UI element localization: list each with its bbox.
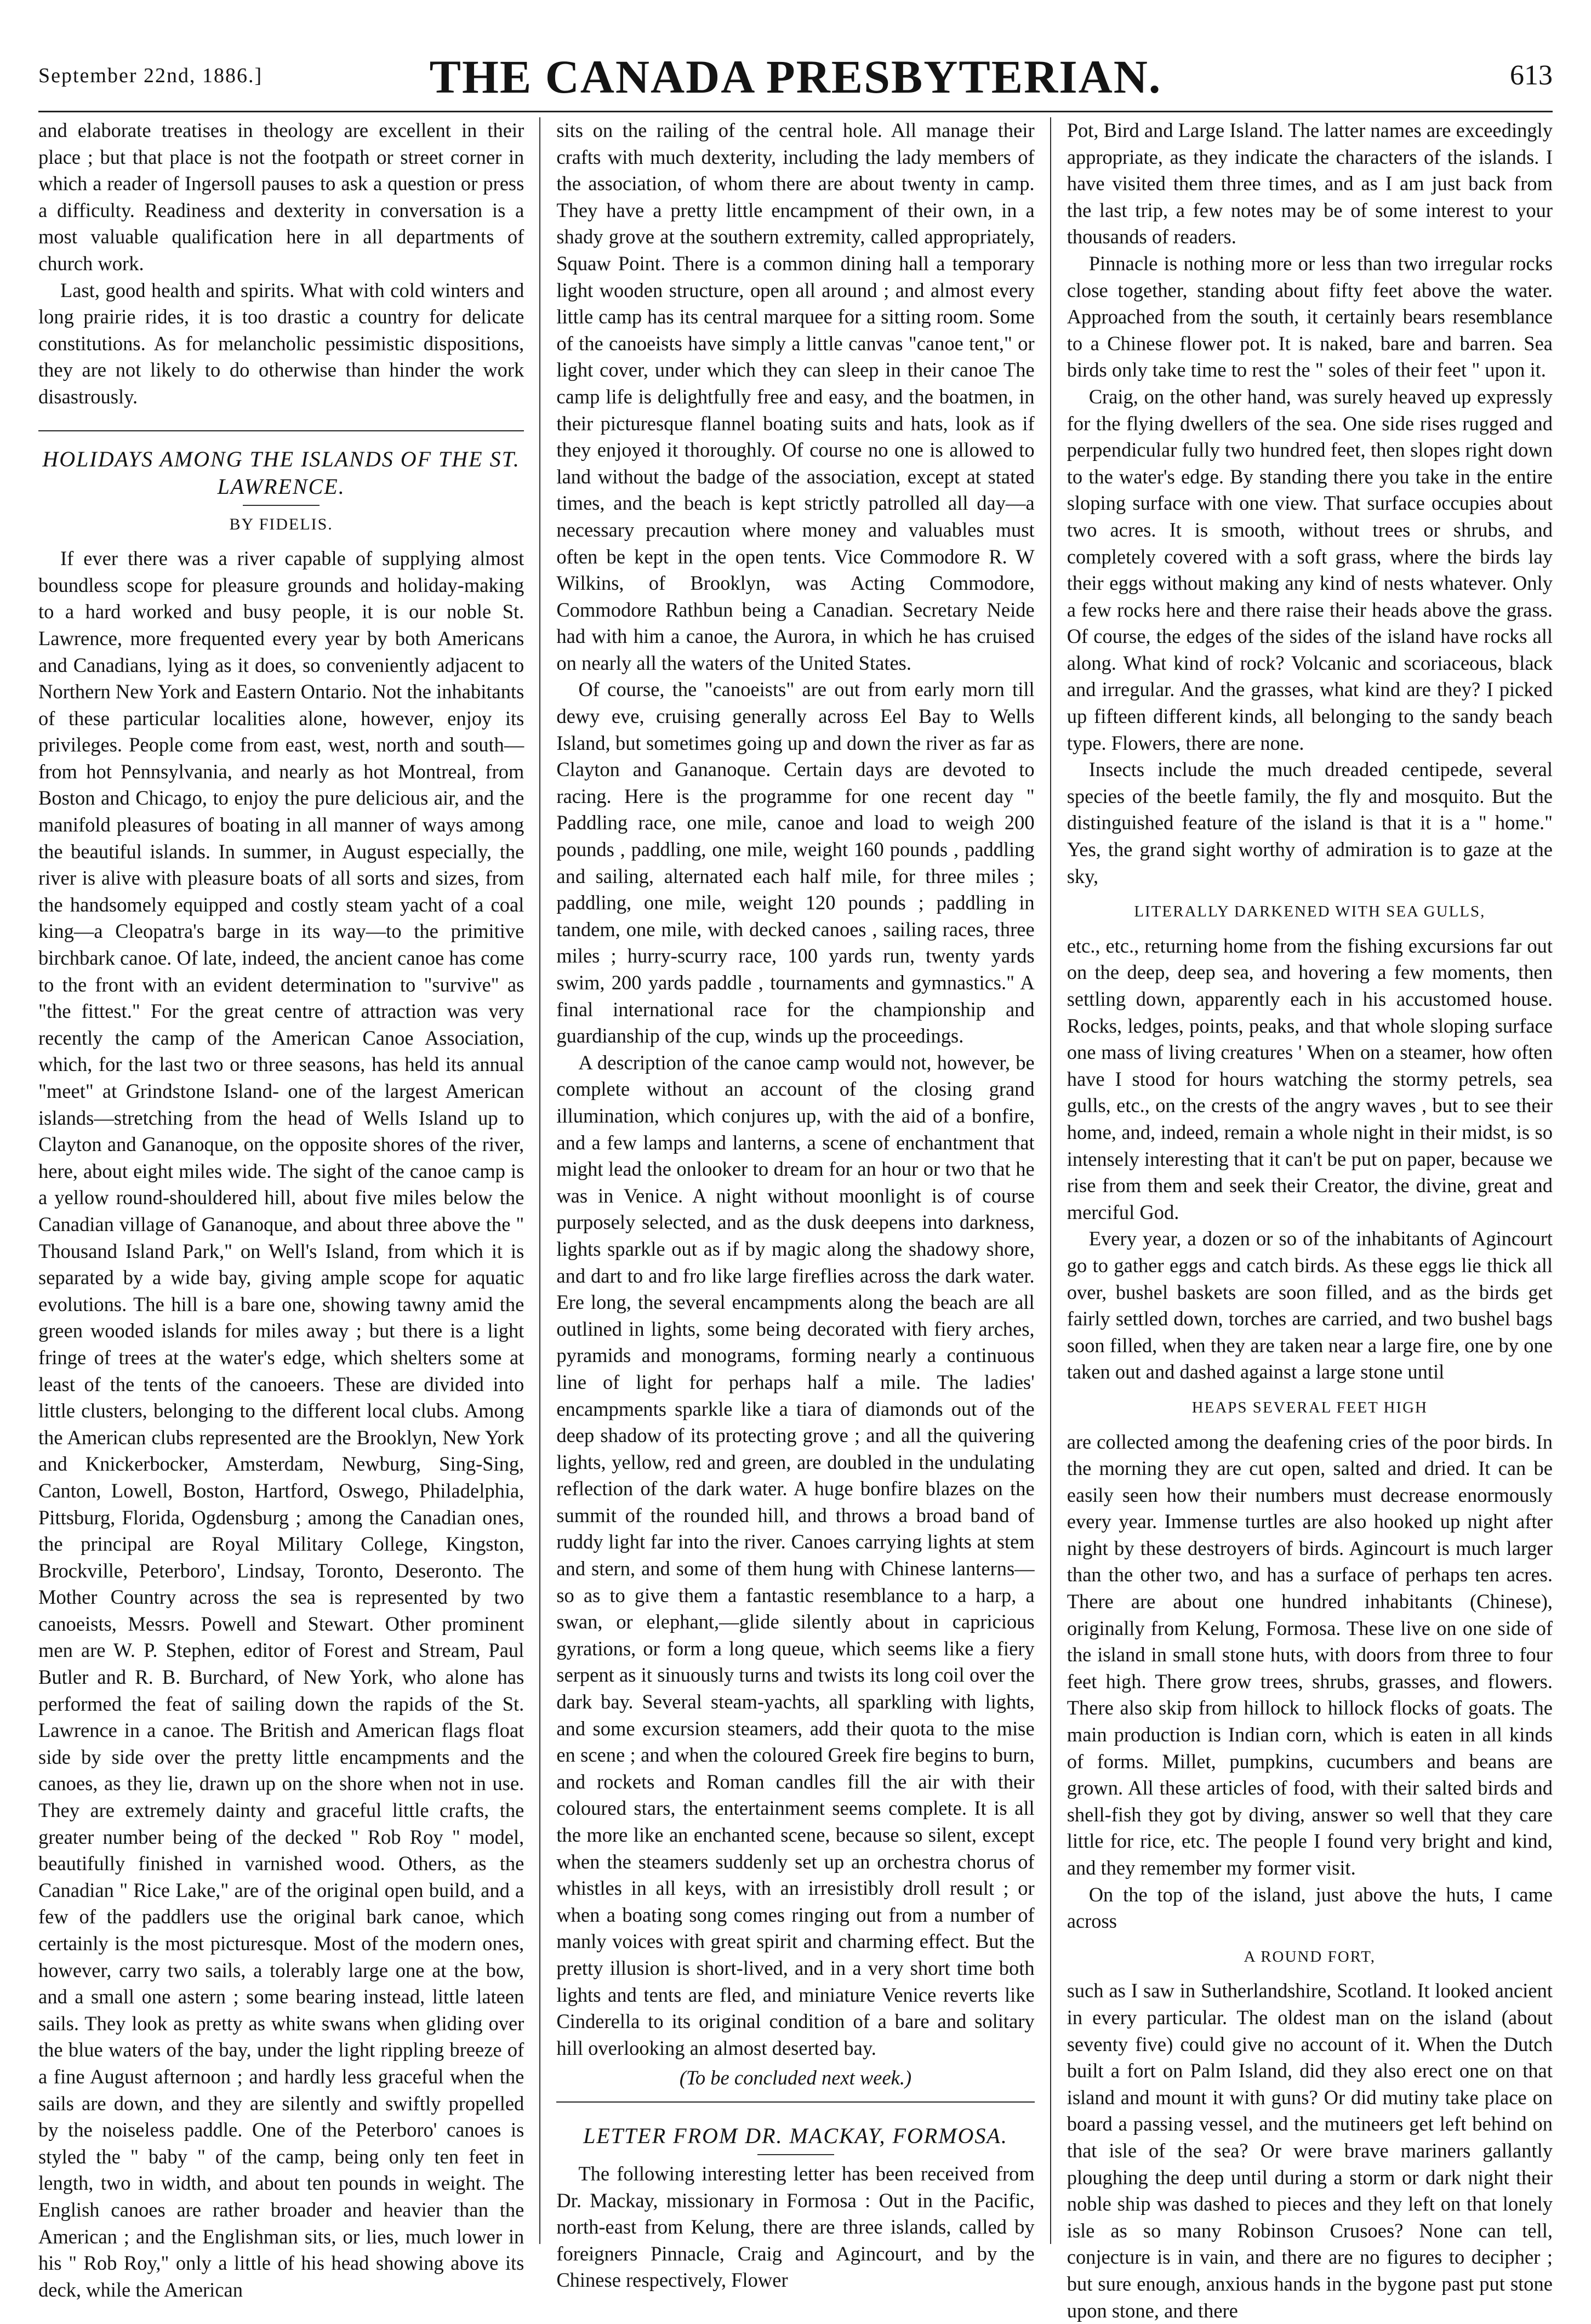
sea-gulls-paragraph: etc., etc., returning home from the fishing excursions far out on the deep, deep sea, and hovering a few moments, then settling down, apparently each in his accustomed house. Rocks, ledges, points, peaks, and that whole sloping surface one mass of living creatures ' When on a steamer, how often have I stood for hours watching the stormy petrels, sea gulls, etc., on the crests of the angry waves , but to see their home, and, indeed, remain a whole night in their midst, is so intensely interesting that it can't be put on paper, because we rise from them and seek their Creator, the divine, great and merciful God. bbox=[1067, 934, 1553, 1223]
column-3 bbox=[1059, 117, 1553, 2322]
agincourt-paragraph: are collected among the deafening cries of the poor birds. In the morning they are cut open, salted and dried. It can be easily seen how their numbers must decrease enormously every year. Immense turtles are also hooked up night after night by these destroyers of birds. Agincourt is much larger than the other two, and has a surface of perhaps ten acres. There are about one hundred inhabitants (Chinese), originally from Kelung, Formosa. These live on one side of the island in small stone huts, with doors from three to four feet high. There grow trees, shrubs, grasses, and flowers. There also skip from hillock to hillock flocks of goats. The main production is Indian corn, which is eaten in all kinds of forms. Millet, pumpkins, cucumbers and beans are grown. All these articles of food, with their salted birds and shell-fish they got by diving, answer so well that they care little for rice, etc. The people I found very bright and kind, and they remember my former visit. bbox=[1067, 1430, 1553, 1879]
illumination-paragraph: A description of the canoe camp would not, however, be complete without an account of the closing grand illumination, which conjures up, with the aid of a bonfire, and a few lamps and lanterns, a scene of enchantment that might lead the onlooker to dream for an hour or two that he was in Venice. A night without moonlight is of course purposely selected, and as the dusk deepens into darkness, lights sparkle out as if by magic along the shadowy shore, and dart to and fro like large fireflies across the dark water. Ere long, the several encampments along the beach are all outlined in lights, some being decorated with fiery arches, pyramids and monograms, forming nearly a continuous line of light for perhaps half a mile. The ladies' encampments sparkle like a tiara of diamonds out of the deep shadow of its protecting grove ; and all the quivering lights, yellow, red and green, are doubled in the undulating reflection of the dark water. A huge bonfire blazes on the summit of the rounded hill, and throws a broad band of ruddy light far into the river. Canoes carrying lights at stem and stern, and some of them hung with Chinese lanterns—so as to give them a fantastic resemblance to a harp, a swan, or elephant,—glide silently about in capricious gyrations, or form a long queue, which seems like a fiery serpent as it sinuously turns and twists its long coil over the dark bay. Several steam-yachts, all sparkling with lights, and some excursion steamers, add their quota to the mise en scene ; and when the coloured Greek fire begins to burn, and rockets and Roman candles fill the air with their coloured stars, the entertainment seems complete. It is all the more like an enchanted scene, because so silent, except when the steamers suddenly set up an orchestra chorus of whistles in all keys, with an irresistibly droll result ; or when a boating song comes ringing out from a number of manly voices with great spirit and charming effect. But the pretty illusion is short-lived, and in a very short time both lights and tents are fled, and miniature Venice reverts like Cinderella to its original condition of a bare and solitary hill overlooking an almost deserted bay. bbox=[556, 1051, 1035, 2059]
letter-article-title: LETTER FROM DR. MACKAY, FORMOSA. bbox=[583, 2123, 1008, 2148]
article-separator bbox=[556, 2101, 1034, 2103]
continued-note: (To be concluded next week.) bbox=[679, 2066, 912, 2089]
insects-paragraph: Insects include the much dreaded centipede, several species of the beetle family, the fly and mosquito. But the distinguished feature of the island is that it is a " home." Yes, the grand sight worthy of admiration is to gaze at the sky, bbox=[1067, 758, 1553, 887]
newspaper-title: THE CANADA PRESBYTERIAN. bbox=[429, 50, 1162, 103]
page-number: 613 bbox=[1510, 60, 1553, 91]
subhead-heaps: HEAPS SEVERAL FEET HIGH bbox=[1191, 1398, 1428, 1416]
racing-paragraph: Of course, the "canoeists" are out from early morn till dewy eve, cruising generally across Eel Bay to Wells Island, but sometimes going up and down the river as far as Clayton and Gananoque. Certain days are devoted to racing. Here is the programme for one recent day " Paddling race, one mile, canoe and load to weigh 200 pounds , paddling, one mile, weight 160 pounds , paddling and sailing, alternated each half mile, for three miles ; paddling, one mile, weight 120 pounds ; paddling in tandem, one mile, with decked canoes , sailing races, three miles ; hurry-scurry race, 100 yards run, twenty yards swim, 200 yards paddle , tournaments and gymnastics." A final international race for the championship and guardianship of the cup, winds up the proceedings. bbox=[556, 678, 1035, 1047]
article-byline: BY FIDELIS. bbox=[229, 515, 333, 533]
holidays-article-title: HOLIDAYS AMONG THE ISLANDS OF THE ST. LAWRENCE. bbox=[38, 430, 524, 500]
letter-intro-paragraph: The following interesting letter has been received from Dr. Mackay, missionary in Formosa : Out in the Pacific, north-east from Kelung, there are three islands, called by foreigners Pinnacle, Craig and Agincourt, and by the Chinese respectively, Flower bbox=[556, 2162, 1035, 2292]
fort-intro-paragraph: On the top of the island, just above the huts, I came across bbox=[1067, 1883, 1553, 1933]
letter-title-rule bbox=[757, 2154, 834, 2155]
round-fort-paragraph: such as I saw in Sutherlandshire, Scotland. It looked ancient in every particular. The oldest man on the island (about seventy five) could give no account of it. When the Dutch built a fort on Palm Island, did they also erect one on that island and mount it with guns? Or did mutiny take place on board a passing vessel, and the mutineers get left behind on that isle of the sea? Or were brave mariners gallantly ploughing the deep until during a storm or dark night their noble ship was dashed to pieces and they left on that lonely isle as so many Robinson Crusoes? None can tell, conjecture is in vain, and there are no figures to decipher ; but sure enough, anxious hands in the bygone past put stone upon stone, and there bbox=[1067, 1979, 1553, 2322]
masthead-rule bbox=[38, 111, 1553, 112]
title-rule bbox=[243, 505, 320, 506]
column-1 bbox=[38, 117, 532, 2301]
masthead bbox=[38, 49, 1553, 114]
craig-paragraph: Craig, on the other hand, was surely heaved up expressly for the flying dwellers of the sea. One side rises rugged and perpendicular fully two hundred feet, then slopes right down to the water's edge. By standing there you take in the entire sloping surface with one view. That surface occupies about two acres. It is smooth, without trees or shrubs, and completely covered with a soft grass, where the birds lay their eggs without making any kind of nests whatever. Only a few rocks here and there raise their heads above the grass. Of course, the edges of the sides of the island have rocks all along. What kind of rock? Volcanic and scoriaceous, black and irregular. And the grasses, what kind are they? I picked up fifteen different kinds, all belonging to the sandy beach type. Flowers, there are none. bbox=[1067, 385, 1553, 754]
health-paragraph: Last, good health and spirits. What with cold winters and long prairie rides, it is too drastic a country for delicate constitutions. As for melancholic pessimistic dispositions, they are not likely to do otherwise than hinder the work disastrously. bbox=[38, 278, 524, 408]
article-columns bbox=[38, 117, 1553, 2322]
theology-paragraph-end: and elaborate treatises in theology are excellent in their place ; but that place is not the footpath or street corner in which a reader of Ingersoll pauses to ask a question or press a difficulty. Readiness and dexterity in conversation is a most valuable qualification here in all departments of church work. bbox=[38, 119, 524, 275]
holidays-paragraph: If ever there was a river capable of supplying almost boundless scope for pleasure grounds and holiday-making to a hard worked and busy people, it is our noble St. Lawrence, more frequented every year by both Americans and Canadians, lying as it does, so conveniently adjacent to Northern New York and Eastern Ontario. Not the inhabitants of these particular localities alone, however, enjoy its privileges. People come from east, west, north and south— from hot Pennsylvania, and nearly as hot Montreal, from Boston and Chicago, to enjoy the pure delicious air, and the manifold pleasures of boating in all manner of ways among the beautiful islands. In summer, in August especially, the river is alive with pleasure boats of all sorts and sizes, from the handsomely equipped and costly steam yacht of a coal king—a Cleopatra's barge in its way—to the primitive birchbark canoe. Of late, indeed, the ancient canoe has come to the front with an evident determination to "survive" as "the fittest." For the great centre of attraction was very recently the camp of the American Canoe Association, which, for the last two or three seasons, has held its annual "meet" at Grindstone Island- one of the largest American islands—stretching from the head of Wells Island up to Clayton and Gananoque, on the opposite shores of the river, here, about eight miles wide. The sight of the canoe camp is a yellow round-shouldered hill, about five miles below the Canadian village of Gananoque, and about three above the " Thousand Island Park," on Well's Island, from which it is separated by a wide bay, giving ample scope for aquatic evolutions. The hill is a bare one, showing tawny amid the green wooded islands for miles away ; but there is a light fringe of trees at the water's edge, which shelters some at least of the tents of the canoeers. These are divided into little clusters, belonging to the different local clubs. Among the American clubs represented are the Brooklyn, New York and Knickerbocker, Amsterdam, Newburg, Sing-Sing, Canton, Lowell, Boston, Hartford, Oswego, Philadelphia, Pittsburg, Florida, Ogdensburg ; among the Canadian ones, the principal are Royal Military College, Kingston, Brockville, Peterboro', Lindsay, Toronto, Deseronto. The Mother Country across the sea is represented by two canoeists, Messrs. Powell and Stewart. Other prominent men are W. P. Stephen, editor of Forest and Stream, Paul Butler and R. B. Burchard, of New York, who alone has performed the feat of sailing down the rapids of the St. Lawrence in a canoe. The British and American flags float side by side over the pretty little encampments and the canoes, as they lie, drawn up on the shore when not in use. They are extremely dainty and graceful little crafts, the greater number being of the decked " Rob Roy " model, beautifully finished in varnished wood. Others, as the Canadian " Rice Lake," are of the original open build, and a few of the paddlers use the original bark canoe, which certainly is the most picturesque. Most of the modern ones, however, carry two sails, a tolerably large one at the bow, and a small one astern ; some bearing instead, little lateen sails. They look as pretty as white swans when gliding over the blue waters of the bay, under the light rippling breeze of a fine August afternoon ; and hardly less graceful when the sails are down, and they are silently and swiftly propelled by the noiseless paddle. One of the Peterboro' canoes is styled the " baby " of the camp, being only ten feet in length, two in width, and about ten pounds in weight. The English canoes are rather broader and heavier than the American ; and the Englishman sits, or lies, much lower in his " Rob Roy," only a little of his head showing above its deck, while the American bbox=[38, 547, 524, 2301]
egg-gathering-paragraph: Every year, a dozen or so of the inhabitants of Agincourt go to gather eggs and catch birds. As these eggs lie thick all over, bushel baskets are soon filled, and as the birds get fairly settled down, torches are carried, and two bushel bags soon filled, when they are taken near a large fire, one by one taken out and dashed against a large stone until bbox=[1067, 1227, 1553, 1383]
column-divider bbox=[1050, 117, 1052, 2244]
subhead-sea-gulls: LITERALLY DARKENED WITH SEA GULLS, bbox=[1134, 903, 1486, 921]
islands-names-paragraph: Pot, Bird and Large Island. The latter names are exceedingly appropriate, as they indicate the characters of the islands. I have visited them three times, and as I am just back from the last trip, a few notes may be of some interest to your thousands of readers. bbox=[1067, 119, 1553, 248]
pinnacle-paragraph: Pinnacle is nothing more or less than two irregular rocks close together, standing about fifty feet above the water. Approached from the south, it certainly bears resemblance to a Chinese flower pot. It is naked, bare and barren. Sea birds only take time to rest the " soles of their feet " upon it. bbox=[1067, 252, 1553, 381]
subhead-round-fort: A ROUND FORT, bbox=[1244, 1947, 1376, 1966]
issue-date: September 22nd, 1886.] bbox=[38, 64, 263, 87]
column-2 bbox=[549, 117, 1042, 2292]
column-divider bbox=[539, 117, 541, 2244]
canoe-camp-paragraph: sits on the railing of the central hole. All manage their crafts with much dexterity, including the lady members of the association, of whom there are about twenty in camp. They have a pretty little encampment of their own, in a shady grove at the southern extremity, called appropriately, Squaw Point. There is a common dining hall a temporary light wooden structure, open all around ; and almost every little camp has its central marquee for a sitting room. Some of the canoeists have simply a little canvas "canoe tent," or light cover, under which they can sleep in their canoe The camp life is delightfully free and easy, and the boatmen, in their picturesque flannel boating suits and hats, look as if they enjoyed it thoroughly. Of course no one is allowed to land without the badge of the association, except at stated times, and the beach is kept strictly patrolled all day—a necessary precaution where money and valuables must often be kept in the open tents. Vice Commodore R. W Wilkins, of Brooklyn, was Acting Commodore, Commodore Rathbun being a Canadian. Secretary Neide had with him a canoe, the Aurora, in which he has cruised on nearly all the waters of the United States. bbox=[556, 119, 1035, 674]
